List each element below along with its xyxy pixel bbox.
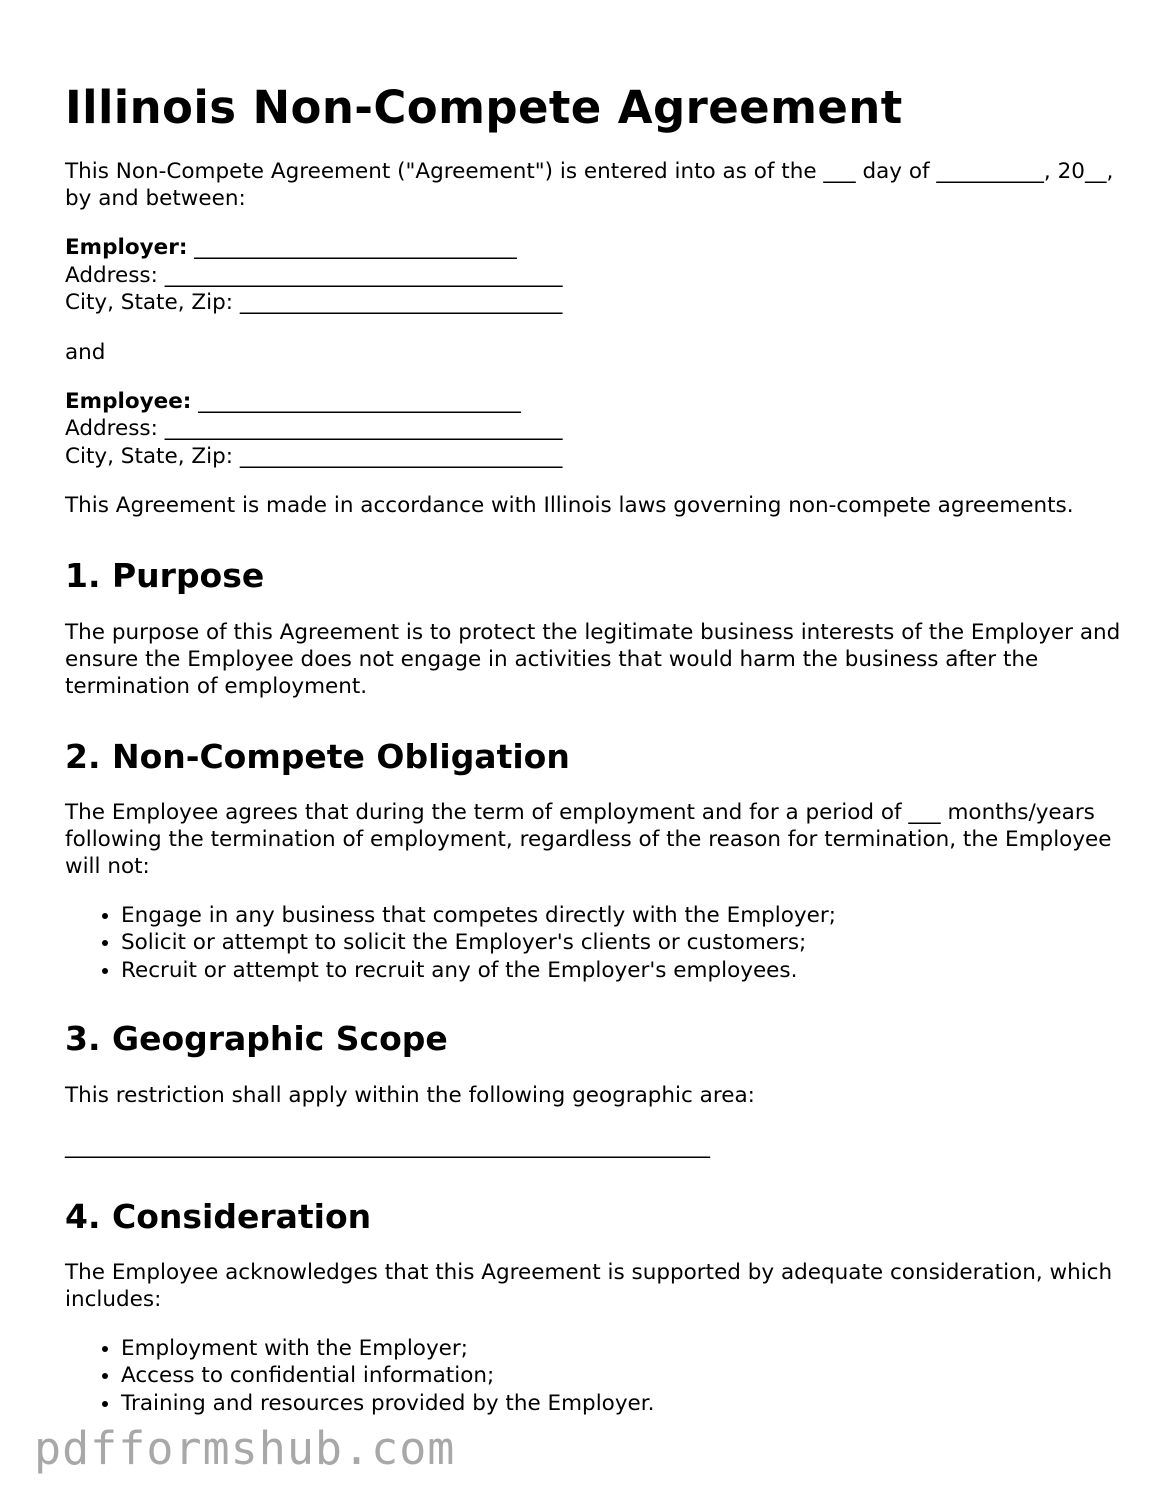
employer-block [65, 234, 1125, 317]
employee-address-line: Address: _____________________________________ [65, 416, 563, 442]
obligation-list [65, 902, 1125, 985]
list-item: • Recruit or attempt to recruit any of the Employer's employees. [121, 957, 1125, 985]
list-item: • Engage in any business that competes directly with the Employer; [121, 902, 1125, 930]
and-text: and [65, 339, 106, 365]
employee-label: Employee: [65, 388, 192, 414]
employer-city-line: City, State, Zip: ______________________________ [65, 290, 563, 316]
list-item: • Training and resources provided by the Employer. [121, 1390, 1125, 1418]
list-item: • Solicit or attempt to solicit the Employer's clients or customers; [121, 929, 1125, 957]
employer-label: Employer: [65, 235, 188, 261]
geographic-body: This restriction shall apply within the following geographic area: [65, 1082, 755, 1108]
accordance-paragraph: This Agreement is made in accordance with Illinois laws governing non-compete agreements. [65, 493, 1074, 519]
list-item: • Employment with the Employer; [121, 1335, 1125, 1363]
obligation-body: The Employee agrees that during the term of employment and for a period of ___ months/years following the termination of employment, regardless of the reason for termination, the Employee will not: [65, 799, 1112, 879]
consideration-heading: 4. Consideration [65, 1196, 372, 1236]
list-item: • Access to confidential information; [121, 1362, 1125, 1390]
watermark: pdfformshub.com [34, 1422, 456, 1475]
obligation-heading: 2. Non-Compete Obligation [65, 736, 570, 776]
geographic-area-blank: ____________________________________________________________ [65, 1133, 710, 1159]
purpose-heading: 1. Purpose [65, 556, 265, 596]
employer-address-line: Address: _____________________________________ [65, 262, 563, 288]
employee-city-line: City, State, Zip: ______________________________ [65, 443, 563, 469]
document-page [65, 80, 1125, 1439]
document-title: Illinois Non-Compete Agreement [65, 81, 903, 134]
employee-name-line [65, 388, 1125, 416]
employer-name-blank: ______________________________ [187, 235, 517, 261]
employee-name-blank: ______________________________ [191, 388, 521, 414]
purpose-body: The purpose of this Agreement is to protect the legitimate business interests of the Employer and ensure the Employee does not engage in activities that would harm the business after the termination of employment. [65, 619, 1121, 699]
employee-block [65, 388, 1125, 471]
intro-paragraph: This Non-Compete Agreement ("Agreement") is entered into as of the ___ day of __________, 20__, by and between: [65, 159, 1114, 212]
employer-name-line [65, 234, 1125, 262]
geographic-heading: 3. Geographic Scope [65, 1019, 448, 1059]
consideration-body: The Employee acknowledges that this Agreement is supported by adequate consideration, which includes: [65, 1259, 1113, 1312]
consideration-list [65, 1335, 1125, 1418]
